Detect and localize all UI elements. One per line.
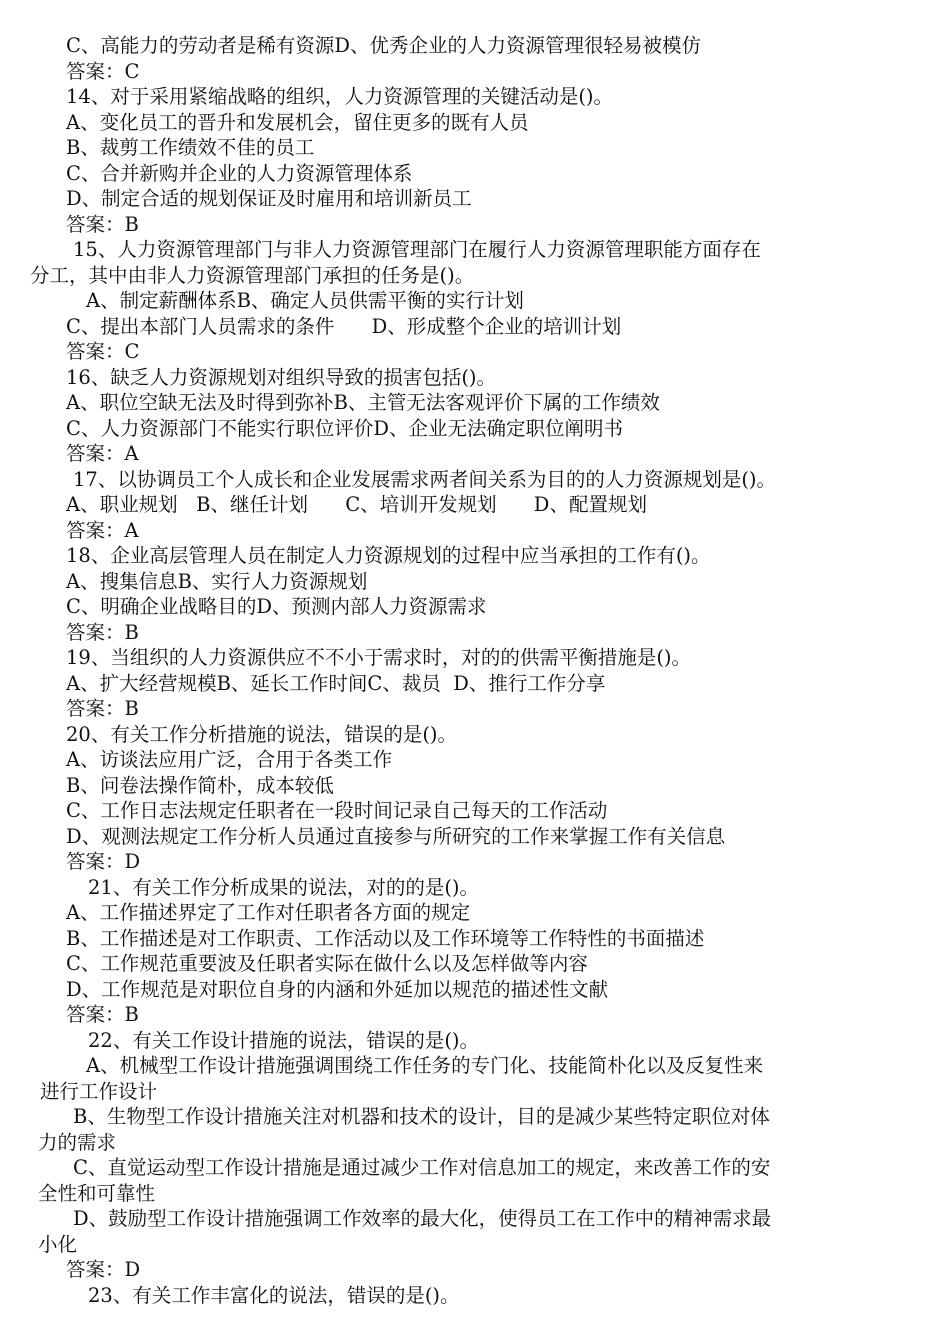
option-line: C、合并新购并企业的人力资源管理体系 xyxy=(66,162,413,185)
option-line: A、工作描述界定了工作对任职者各方面的规定 xyxy=(66,901,471,924)
option-line: A、职位空缺无法及时得到弥补B、主管无法客观评价下属的工作绩效 xyxy=(66,391,660,414)
question-line: 15、人力资源管理部门与非人力资源管理部门在履行人力资源管理职能方面存在 xyxy=(73,238,761,261)
question-line: 16、缺乏人力资源规划对组织导致的损害包括()。 xyxy=(66,366,497,389)
option-line: B、裁剪工作绩效不佳的员工 xyxy=(66,136,315,159)
answer-line: 答案：D xyxy=(66,1258,141,1281)
option-line: A、职业规划 B、继任计划 C、培训开发规划 D、配置规划 xyxy=(66,493,647,516)
answer-line: 答案：C xyxy=(66,340,140,363)
answer-line: 答案：D xyxy=(66,850,141,873)
option-line: D、工作规范是对职位自身的内涵和外延加以规范的描述性文献 xyxy=(66,978,609,1001)
option-line: C、工作日志法规定任职者在一段时间记录自己每天的工作活动 xyxy=(66,799,608,822)
question-line: 21、有关工作分析成果的说法，对的的是()。 xyxy=(88,876,480,899)
option-line: B、问卷法操作简朴，成本较低 xyxy=(66,774,334,797)
option-line: A、访谈法应用广泛，合用于各类工作 xyxy=(66,748,393,771)
option-line: C、明确企业战略目的D、预测内部人力资源需求 xyxy=(66,595,487,618)
option-line: A、变化员工的晋升和发展机会，留住更多的既有人员 xyxy=(66,111,529,134)
question-line: 分工，其中由非人力资源管理部门承担的任务是()。 xyxy=(30,264,475,287)
option-line: 全性和可靠性 xyxy=(38,1182,156,1205)
text-line: C、高能力的劳动者是稀有资源D、优秀企业的人力资源管理很轻易被模仿 xyxy=(66,34,702,57)
option-line: A、扩大经营规模B、延长工作时间C、裁员 D、推行工作分享 xyxy=(66,672,606,695)
option-line: 小化 xyxy=(38,1233,78,1256)
answer-line: 答案：B xyxy=(66,1003,139,1026)
option-line: B、工作描述是对工作职责、工作活动以及工作环境等工作特性的书面描述 xyxy=(66,927,705,950)
option-line: A、机械型工作设计措施强调围绕工作任务的专门化、技能简朴化以及反复性来 xyxy=(86,1054,764,1077)
answer-line: 答案：A xyxy=(66,442,139,465)
option-line: A、制定薪酬体系B、确定人员供需平衡的实行计划 xyxy=(86,289,524,312)
option-line: D、鼓励型工作设计措施强调工作效率的最大化，使得员工在工作中的精神需求最 xyxy=(73,1207,772,1230)
option-line: C、直觉运动型工作设计措施是通过减少工作对信息加工的规定，来改善工作的安 xyxy=(73,1156,771,1179)
option-line: B、生物型工作设计措施关注对机器和技术的设计，目的是减少某些特定职位对体 xyxy=(73,1105,770,1128)
question-line: 23、有关工作丰富化的说法，错误的是()。 xyxy=(88,1284,460,1307)
question-line: 17、以协调员工个人成长和企业发展需求两者间关系为目的的人力资源规划是()。 xyxy=(73,468,777,491)
option-line: C、人力资源部门不能实行职位评价D、企业无法确定职位阐明书 xyxy=(66,417,624,440)
answer-line: 答案：A xyxy=(66,519,139,542)
option-line: C、工作规范重要波及任职者实际在做什么以及怎样做等内容 xyxy=(66,952,588,975)
question-line: 14、对于采用紧缩战略的组织，人力资源管理的关键活动是()。 xyxy=(66,85,614,108)
answer-line: 答案：B xyxy=(66,213,139,236)
option-line: D、观测法规定工作分析人员通过直接参与所研究的工作来掌握工作有关信息 xyxy=(66,825,726,848)
answer-line: 答案：C xyxy=(66,60,140,83)
question-line: 22、有关工作设计措施的说法，错误的是()。 xyxy=(88,1029,480,1052)
option-line: C、提出本部门人员需求的条件 D、形成整个企业的培训计划 xyxy=(66,315,622,338)
option-line: A、搜集信息B、实行人力资源规划 xyxy=(66,570,368,593)
option-line: D、制定合适的规划保证及时雇用和培训新员工 xyxy=(66,187,472,210)
question-line: 18、企业高层管理人员在制定人力资源规划的过程中应当承担的工作有()。 xyxy=(66,544,711,567)
option-line: 力的需求 xyxy=(38,1131,117,1154)
question-line: 19、当组织的人力资源供应不不小于需求时，对的的供需平衡措施是()。 xyxy=(66,646,692,669)
answer-line: 答案：B xyxy=(66,697,139,720)
option-line: 进行工作设计 xyxy=(40,1080,158,1103)
question-line: 20、有关工作分析措施的说法，错误的是()。 xyxy=(66,723,458,746)
answer-line: 答案：B xyxy=(66,621,139,644)
